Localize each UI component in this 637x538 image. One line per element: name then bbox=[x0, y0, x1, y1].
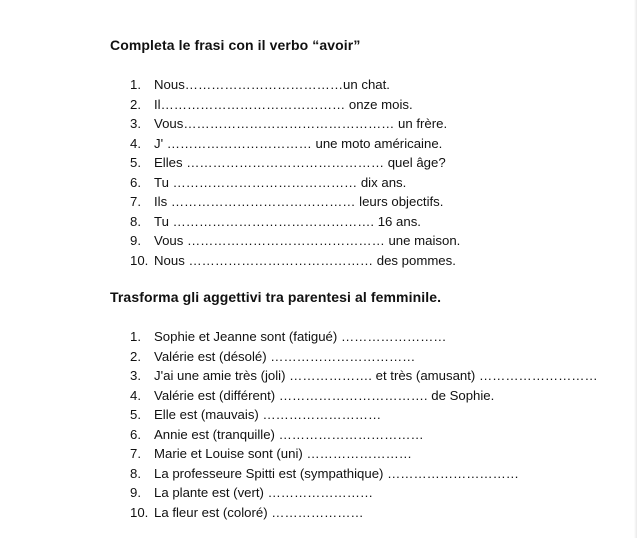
exercise-item bbox=[130, 231, 460, 251]
item-sentence: Valérie est (désolé) …………………………… bbox=[154, 348, 416, 364]
exercise-item bbox=[130, 405, 598, 425]
item-sentence: Ils …………………………………… leurs objectifs. bbox=[154, 194, 444, 209]
item-sentence: Elle est (mauvais) ……………………… bbox=[154, 407, 382, 422]
section-1-exercise-list bbox=[130, 75, 460, 270]
item-number: 5. bbox=[130, 407, 141, 422]
item-sentence: Vous ……………………………………… une maison. bbox=[154, 233, 461, 248]
exercise-item bbox=[130, 425, 598, 445]
item-number: 4. bbox=[130, 387, 141, 403]
item-sentence: Annie est (tranquille) …………………………… bbox=[154, 426, 424, 442]
item-number: 1. bbox=[130, 77, 141, 92]
exercise-item bbox=[130, 347, 598, 367]
exercise-item bbox=[130, 75, 460, 95]
exercise-item bbox=[130, 464, 598, 484]
exercise-item bbox=[130, 95, 460, 115]
exercise-item bbox=[130, 327, 598, 347]
item-sentence: Tu ………………………………………. 16 ans. bbox=[154, 213, 421, 229]
exercise-item bbox=[130, 444, 598, 464]
item-number: 3. bbox=[130, 116, 141, 131]
item-sentence: La professeure Spitti est (sympathique) ………………………… bbox=[154, 465, 519, 481]
item-sentence: Valérie est (différent) ……………………………. de Sophie. bbox=[154, 387, 495, 403]
item-number: 4. bbox=[130, 135, 141, 151]
exercise-item bbox=[130, 483, 598, 503]
item-sentence: Il…………………………………… onze mois. bbox=[154, 96, 413, 112]
item-number: 6. bbox=[130, 426, 141, 442]
exercise-item bbox=[130, 503, 598, 523]
item-sentence: Vous………………………………………… un frère. bbox=[154, 116, 448, 131]
item-sentence: Nous …………………………………… des pommes. bbox=[154, 252, 456, 268]
section-1-heading: Completa le frasi con il verbo “avoir” bbox=[110, 37, 361, 53]
exercise-item bbox=[130, 192, 460, 212]
item-number: 8. bbox=[130, 465, 141, 481]
exercise-item bbox=[130, 386, 598, 406]
item-number: 9. bbox=[130, 485, 141, 500]
item-sentence: Sophie et Jeanne sont (fatigué) …………………… bbox=[154, 329, 447, 344]
exercise-item bbox=[130, 251, 460, 271]
item-sentence: Elles ……………………………………… quel âge? bbox=[154, 155, 446, 170]
exercise-item bbox=[130, 153, 460, 173]
exercise-item bbox=[130, 114, 460, 134]
item-sentence: Marie et Louise sont (uni) …………………… bbox=[154, 446, 412, 461]
item-sentence: Nous………………………………un chat. bbox=[154, 77, 390, 92]
item-sentence: La plante est (vert) …………………… bbox=[154, 485, 374, 500]
item-number: 8. bbox=[130, 213, 141, 229]
item-number: 6. bbox=[130, 174, 141, 190]
item-number: 2. bbox=[130, 96, 141, 112]
item-number: 10. bbox=[130, 252, 149, 268]
item-number: 7. bbox=[130, 446, 141, 461]
item-number: 7. bbox=[130, 194, 141, 209]
section-2-exercise-list bbox=[130, 327, 598, 522]
item-number: 1. bbox=[130, 329, 141, 344]
exercise-item bbox=[130, 366, 598, 386]
item-number: 2. bbox=[130, 348, 141, 364]
exercise-item bbox=[130, 173, 460, 193]
item-number: 10. bbox=[130, 504, 149, 520]
item-sentence: Tu …………………………………… dix ans. bbox=[154, 174, 407, 190]
item-sentence: La fleur est (coloré) ………………… bbox=[154, 504, 364, 520]
item-sentence: J' …………………………… une moto américaine. bbox=[154, 135, 443, 151]
item-number: 5. bbox=[130, 155, 141, 170]
section-2-heading: Trasforma gli aggettivi tra parentesi al femminile. bbox=[110, 289, 442, 305]
exercise-item bbox=[130, 134, 460, 154]
item-number: 3. bbox=[130, 368, 141, 383]
item-number: 9. bbox=[130, 233, 141, 248]
item-sentence: J'ai une amie très (joli) ………………. et très (amusant) ……………………… bbox=[154, 368, 598, 383]
exercise-item bbox=[130, 212, 460, 232]
